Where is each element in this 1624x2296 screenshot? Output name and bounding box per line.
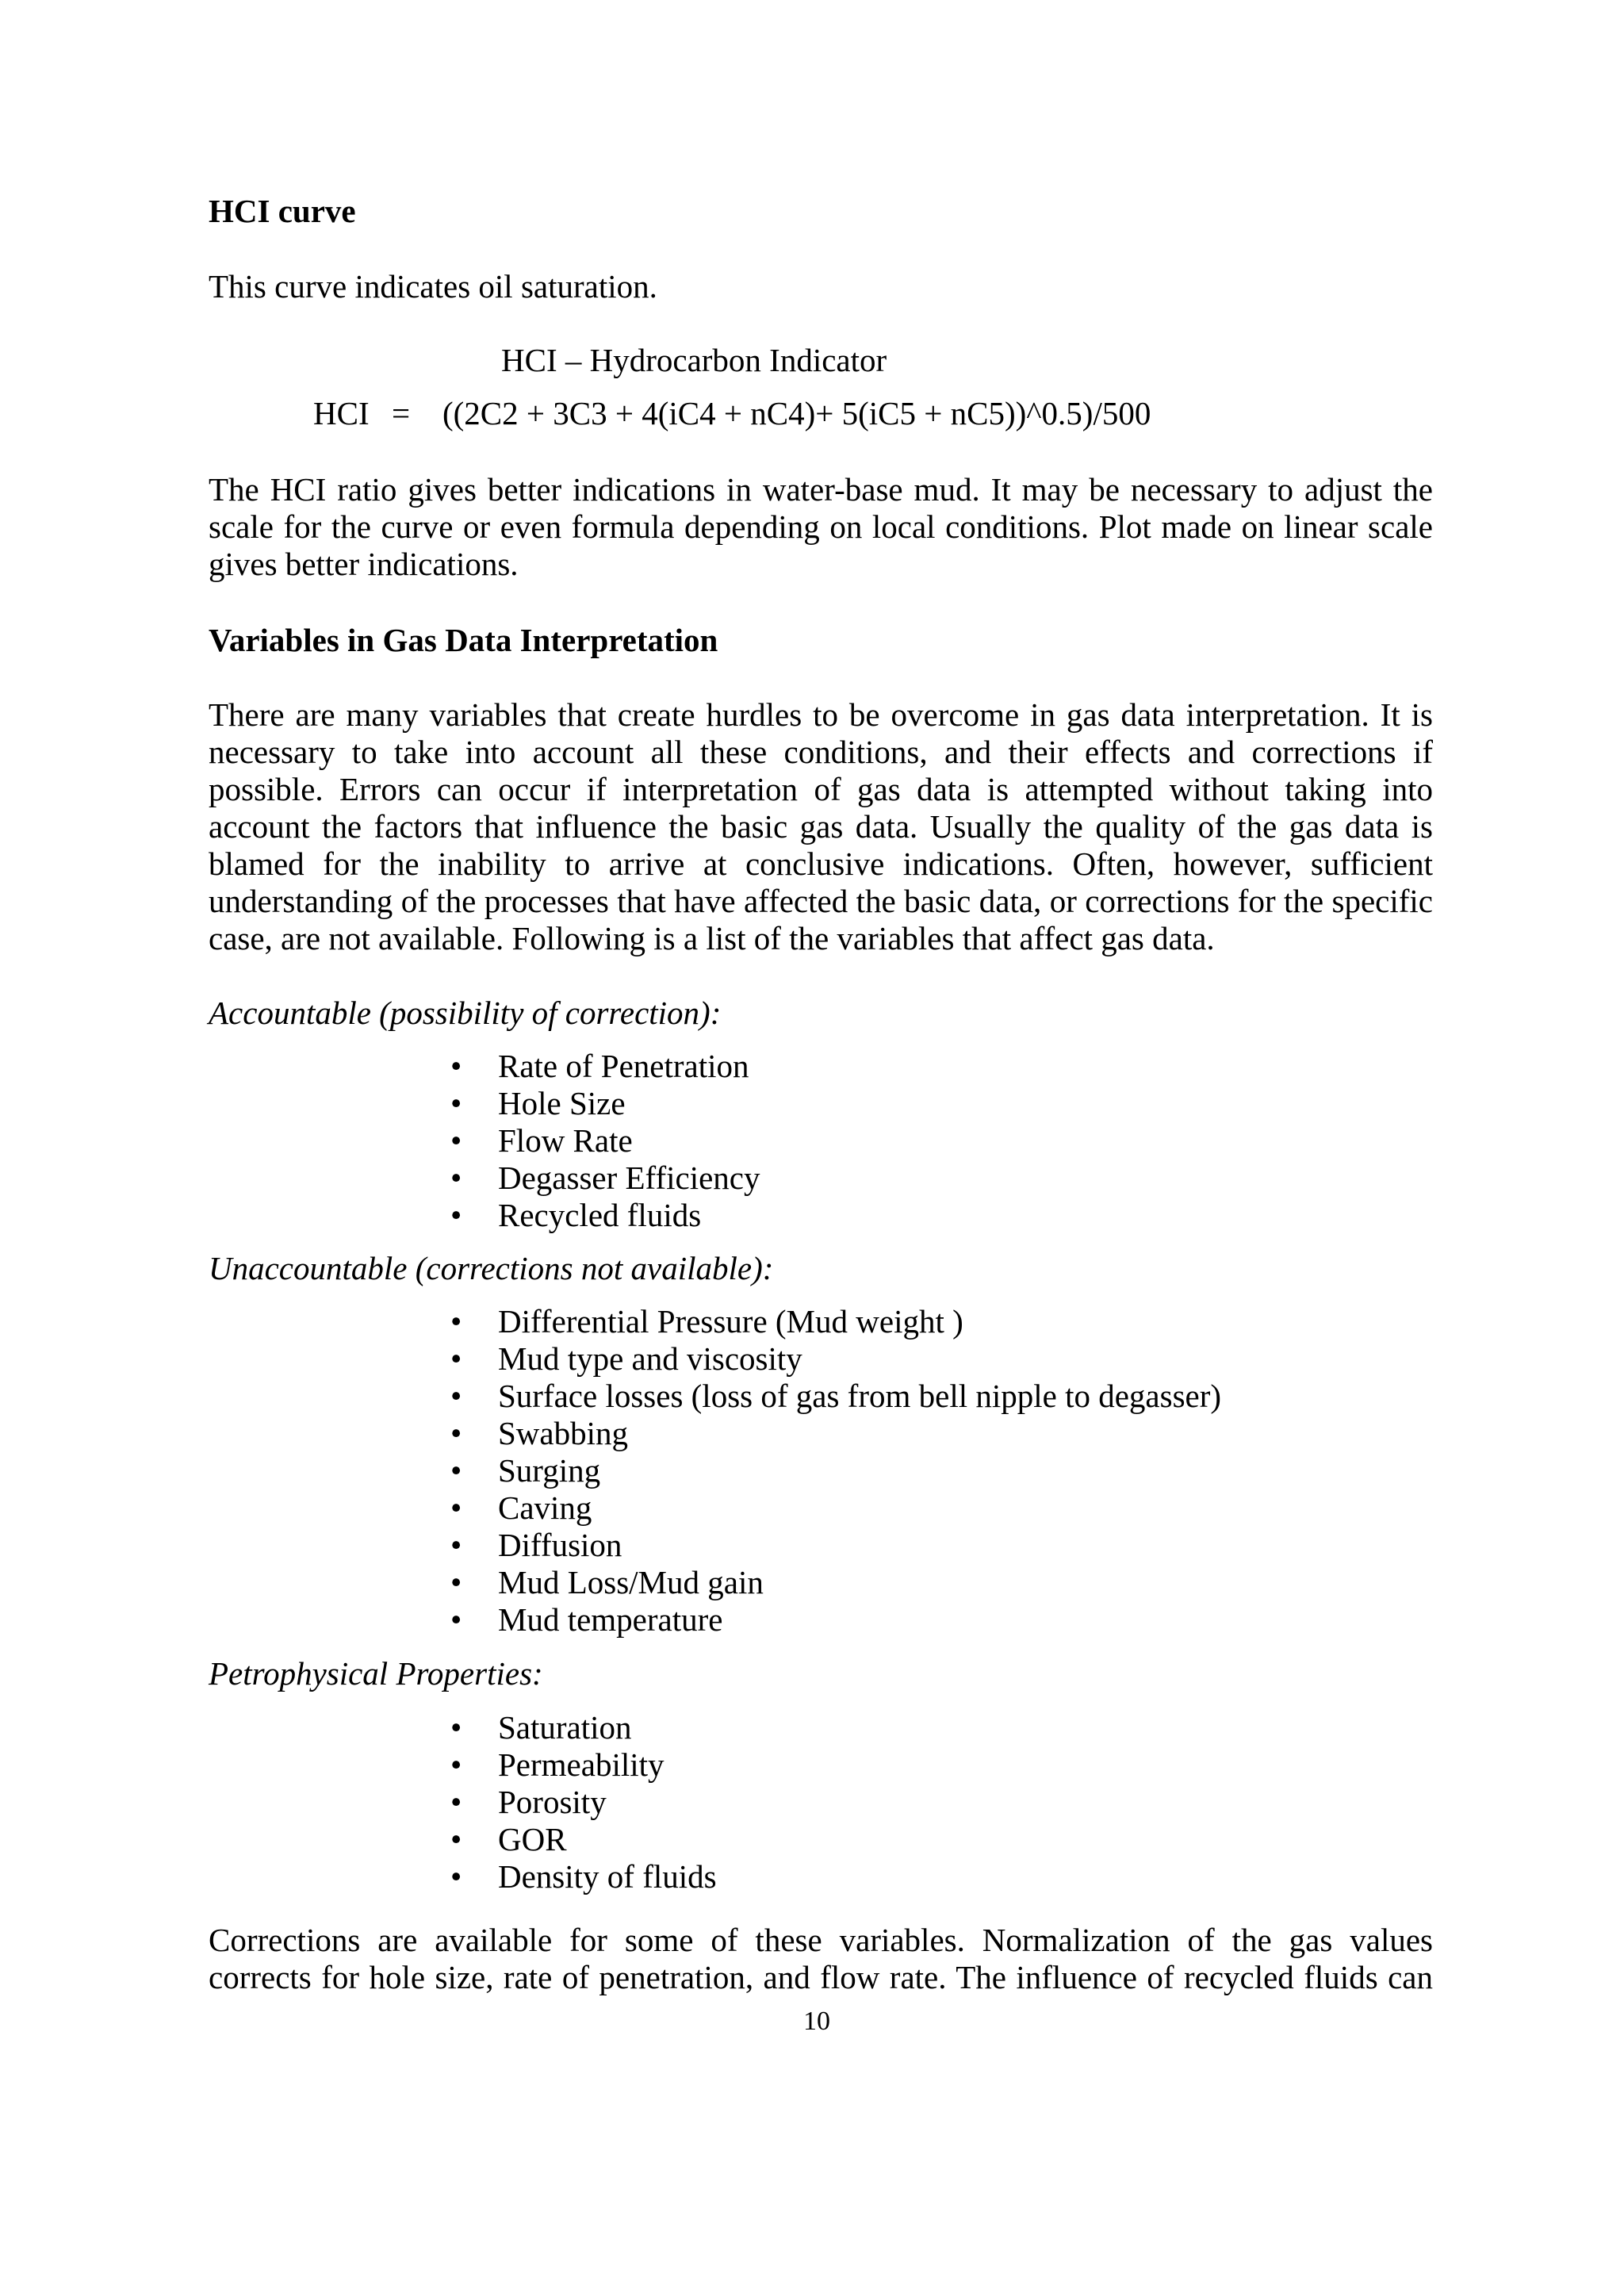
paragraph-line: corrects for hole size, rate of penetration, and flow rate. The influence of recycled fluids can bbox=[209, 1959, 1433, 1995]
paragraph-line: case, are not available. Following is a list of the variables that affect gas data. bbox=[209, 920, 1215, 956]
paragraph-line: The HCI ratio gives better indications in water-base mud. It may be necessary to adjust the bbox=[209, 471, 1433, 508]
bullet-icon: • bbox=[450, 1784, 462, 1820]
bullet-icon: • bbox=[450, 1159, 462, 1196]
list-item-label: Differential Pressure (Mud weight ) bbox=[498, 1303, 963, 1340]
variables-paragraph bbox=[209, 696, 1433, 957]
list-item bbox=[450, 1085, 760, 1122]
bullet-icon: • bbox=[450, 1527, 462, 1563]
petrophysical-label: Petrophysical Properties: bbox=[209, 1655, 543, 1692]
bullet-icon: • bbox=[450, 1303, 462, 1340]
list-item-label: Degasser Efficiency bbox=[498, 1159, 760, 1196]
list-item-label: Mud Loss/Mud gain bbox=[498, 1564, 764, 1600]
list-item-label: GOR bbox=[498, 1821, 567, 1857]
bullet-icon: • bbox=[450, 1452, 462, 1489]
bullet-icon: • bbox=[450, 1197, 462, 1233]
list-item bbox=[450, 1122, 760, 1159]
paragraph-line: There are many variables that create hurdles to be overcome in gas data interpretation. It is bbox=[209, 696, 1433, 733]
bullet-icon: • bbox=[450, 1709, 462, 1746]
bullet-icon: • bbox=[450, 1858, 462, 1895]
bullet-icon: • bbox=[450, 1564, 462, 1600]
paragraph-line: necessary to take into account all these conditions, and their effects and corrections if bbox=[209, 734, 1433, 770]
list-item bbox=[450, 1159, 760, 1197]
bullet-icon: • bbox=[450, 1746, 462, 1783]
list-item-label: Saturation bbox=[498, 1709, 632, 1746]
bullet-icon: • bbox=[450, 1340, 462, 1377]
bullet-icon: • bbox=[450, 1601, 462, 1638]
list-item bbox=[450, 1340, 1221, 1378]
bullet-icon: • bbox=[450, 1821, 462, 1857]
list-item-label: Mud type and viscosity bbox=[498, 1340, 802, 1377]
paragraph-line: Corrections are available for some of these variables. Normalization of the gas values bbox=[209, 1922, 1433, 1958]
list-item bbox=[450, 1378, 1221, 1415]
list-item-label: Surging bbox=[498, 1452, 601, 1489]
accountable-list bbox=[450, 1048, 760, 1234]
paragraph-line: gives better indications. bbox=[209, 546, 519, 582]
list-item bbox=[450, 1746, 717, 1784]
list-item bbox=[450, 1784, 717, 1821]
variables-heading: Variables in Gas Data Interpretation bbox=[209, 622, 718, 658]
list-item-label: Permeability bbox=[498, 1746, 665, 1783]
list-item-label: Surface losses (loss of gas from bell nipple to degasser) bbox=[498, 1378, 1222, 1414]
corrections-paragraph bbox=[209, 1922, 1433, 1996]
hci-formula-lhs: HCI bbox=[313, 395, 370, 431]
list-item bbox=[450, 1821, 717, 1858]
hci-paragraph bbox=[209, 471, 1433, 583]
list-item-label: Recycled fluids bbox=[498, 1197, 702, 1233]
list-item bbox=[450, 1858, 717, 1895]
unaccountable-label: Unaccountable (corrections not available): bbox=[209, 1250, 774, 1286]
list-item bbox=[450, 1048, 760, 1085]
list-item bbox=[450, 1527, 1221, 1564]
list-item bbox=[450, 1564, 1221, 1601]
unaccountable-list bbox=[450, 1303, 1221, 1639]
hci-curve-heading: HCI curve bbox=[209, 193, 356, 229]
bullet-icon: • bbox=[450, 1415, 462, 1451]
list-item bbox=[450, 1197, 760, 1234]
paragraph-line: possible. Errors can occur if interpretation of gas data is attempted without taking into bbox=[209, 771, 1433, 807]
bullet-icon: • bbox=[450, 1378, 462, 1414]
list-item-label: Rate of Penetration bbox=[498, 1048, 749, 1084]
bullet-icon: • bbox=[450, 1122, 462, 1159]
hci-formula-rhs: ((2C2 + 3C3 + 4(iC4 + nC4)+ 5(iC5 + nC5))^0.5)/500 bbox=[442, 395, 1151, 431]
paragraph-line: scale for the curve or even formula depending on local conditions. Plot made on linear scale bbox=[209, 508, 1433, 545]
paragraph-line: blamed for the inability to arrive at conclusive indications. Often, however, sufficient bbox=[209, 845, 1433, 882]
hci-intro-text: This curve indicates oil saturation. bbox=[209, 268, 657, 305]
hci-formula-equals: = bbox=[392, 395, 411, 431]
list-item-label: Swabbing bbox=[498, 1415, 628, 1451]
paragraph-line: understanding of the processes that have affected the basic data, or corrections for the specific bbox=[209, 883, 1433, 919]
list-item bbox=[450, 1709, 717, 1746]
bullet-icon: • bbox=[450, 1085, 462, 1121]
list-item-label: Caving bbox=[498, 1489, 592, 1526]
list-item-label: Porosity bbox=[498, 1784, 607, 1820]
list-item bbox=[450, 1415, 1221, 1452]
list-item-label: Flow Rate bbox=[498, 1122, 633, 1159]
list-item-label: Hole Size bbox=[498, 1085, 626, 1121]
list-item bbox=[450, 1489, 1221, 1527]
list-item bbox=[450, 1601, 1221, 1639]
petrophysical-list bbox=[450, 1709, 717, 1895]
list-item-label: Density of fluids bbox=[498, 1858, 717, 1895]
bullet-icon: • bbox=[450, 1489, 462, 1526]
accountable-label: Accountable (possibility of correction): bbox=[209, 995, 722, 1031]
hci-formula-title: HCI – Hydrocarbon Indicator bbox=[501, 342, 887, 378]
list-item-label: Diffusion bbox=[498, 1527, 622, 1563]
list-item bbox=[450, 1303, 1221, 1340]
list-item-label: Mud temperature bbox=[498, 1601, 723, 1638]
bullet-icon: • bbox=[450, 1048, 462, 1084]
page-number: 10 bbox=[803, 2007, 830, 2036]
list-item bbox=[450, 1452, 1221, 1489]
paragraph-line: account the factors that influence the basic gas data. Usually the quality of the gas data is bbox=[209, 808, 1433, 845]
